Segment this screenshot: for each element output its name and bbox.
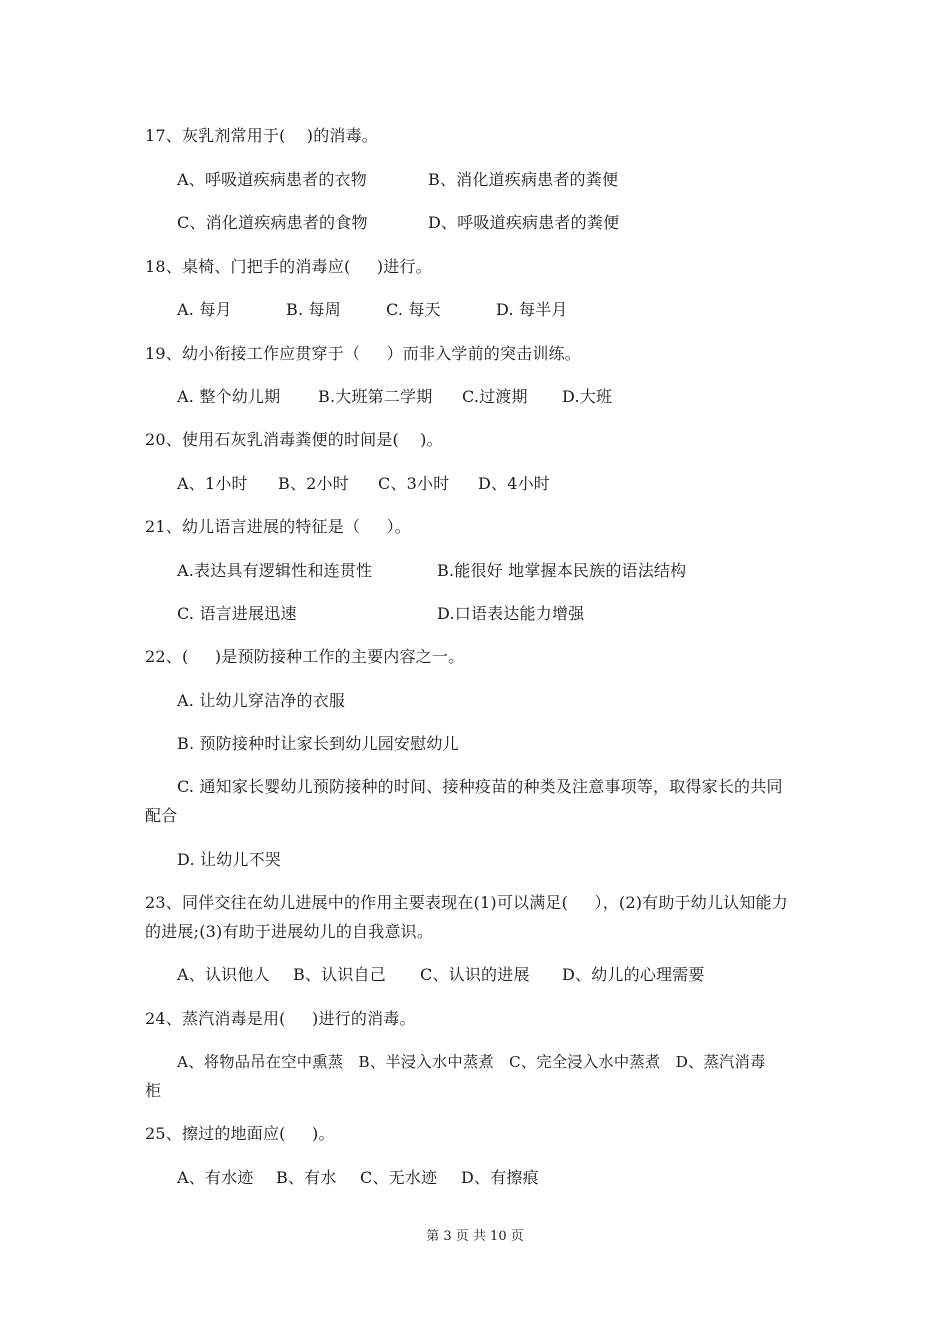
question-24-stem: 24、蒸汽消毒是用( )进行的消毒。 — [145, 1009, 416, 1028]
question-19-option-b: B.大班第二学期 — [318, 387, 433, 406]
question-25-option-a: A、有水迹 — [177, 1168, 254, 1187]
question-22-option-c-continuation: 配合 — [145, 806, 178, 825]
question-19-stem: 19、幼小衔接工作应贯穿于（ ）而非入学前的突击训练。 — [145, 344, 581, 363]
question-22-option-c: C. 通知家长婴幼儿预防接种的时间、接种疫苗的种类及注意事项等，取得家长的共同 — [177, 777, 783, 796]
question-23-stem: 23、同伴交往在幼儿进展中的作用主要表现在(1)可以满足( ），(2)有助于幼儿认知能力 — [145, 893, 788, 912]
question-17-option-c: C、消化道疾病患者的食物 — [177, 213, 368, 232]
question-18-stem: 18、桌椅、门把手的消毒应( )进行。 — [145, 257, 432, 276]
question-21-stem: 21、幼儿语言进展的特征是（ ）。 — [145, 517, 411, 536]
question-17-option-b: B、消化道疾病患者的粪便 — [428, 170, 619, 189]
question-23-stem-continuation: 的进展;(3)有助于进展幼儿的自我意识。 — [145, 922, 434, 941]
question-17-option-a: A、呼吸道疾病患者的衣物 — [177, 170, 367, 189]
question-20-option-d: D、4小时 — [478, 474, 551, 493]
question-20-stem: 20、使用石灰乳消毒粪便的时间是( )。 — [145, 430, 443, 449]
question-22-option-d: D. 让幼儿不哭 — [177, 850, 282, 869]
question-19-option-d: D.大班 — [562, 387, 613, 406]
question-21-option-c: C. 语言进展迅速 — [177, 604, 297, 623]
question-25-option-c: C、无水迹 — [360, 1168, 438, 1187]
question-22-option-b: B. 预防接种时让家长到幼儿园安慰幼儿 — [177, 734, 459, 753]
question-22-option-a: A. 让幼儿穿洁净的衣服 — [177, 691, 346, 710]
question-21-option-d: D.口语表达能力增强 — [437, 604, 585, 623]
question-18-option-d: D. 每半月 — [496, 300, 568, 319]
question-18-option-b: B. 每周 — [286, 300, 341, 319]
question-19-option-a: A. 整个幼儿期 — [177, 387, 281, 406]
question-21-option-a: A.表达具有逻辑性和连贯性 — [177, 561, 373, 580]
question-23-option-d: D、幼儿的心理需要 — [562, 965, 705, 984]
question-20-option-a: A、1小时 — [177, 474, 248, 493]
question-18-option-c: C. 每天 — [386, 300, 441, 319]
question-17-option-d: D、呼吸道疾病患者的粪便 — [428, 213, 620, 232]
question-22-stem: 22、( )是预防接种工作的主要内容之一。 — [145, 647, 465, 666]
question-25-stem: 25、擦过的地面应( )。 — [145, 1124, 335, 1143]
question-20-option-c: C、3小时 — [378, 474, 450, 493]
question-21-option-b: B.能很好 地掌握本民族的语法结构 — [437, 561, 687, 580]
question-24-options-continuation: 柜 — [145, 1081, 162, 1100]
question-19-option-c: C.过渡期 — [462, 387, 528, 406]
question-24-options: A、将物品吊在空中熏蒸 B、半浸入水中蒸煮 C、完全浸入水中蒸煮 D、蒸汽消毒 — [177, 1053, 766, 1071]
question-25-option-b: B、有水 — [276, 1168, 337, 1187]
question-17-stem: 17、灰乳剂常用于( )的消毒。 — [145, 126, 378, 145]
question-23-option-b: B、认识自己 — [293, 965, 386, 984]
question-18-option-a: A. 每月 — [177, 300, 232, 319]
question-23-option-c: C、认识的进展 — [420, 965, 530, 984]
question-20-option-b: B、2小时 — [278, 474, 349, 493]
question-23-option-a: A、认识他人 — [177, 965, 270, 984]
page-number-footer: 第 3 页 共 10 页 — [426, 1229, 524, 1244]
question-25-option-d: D、有擦痕 — [461, 1168, 539, 1187]
